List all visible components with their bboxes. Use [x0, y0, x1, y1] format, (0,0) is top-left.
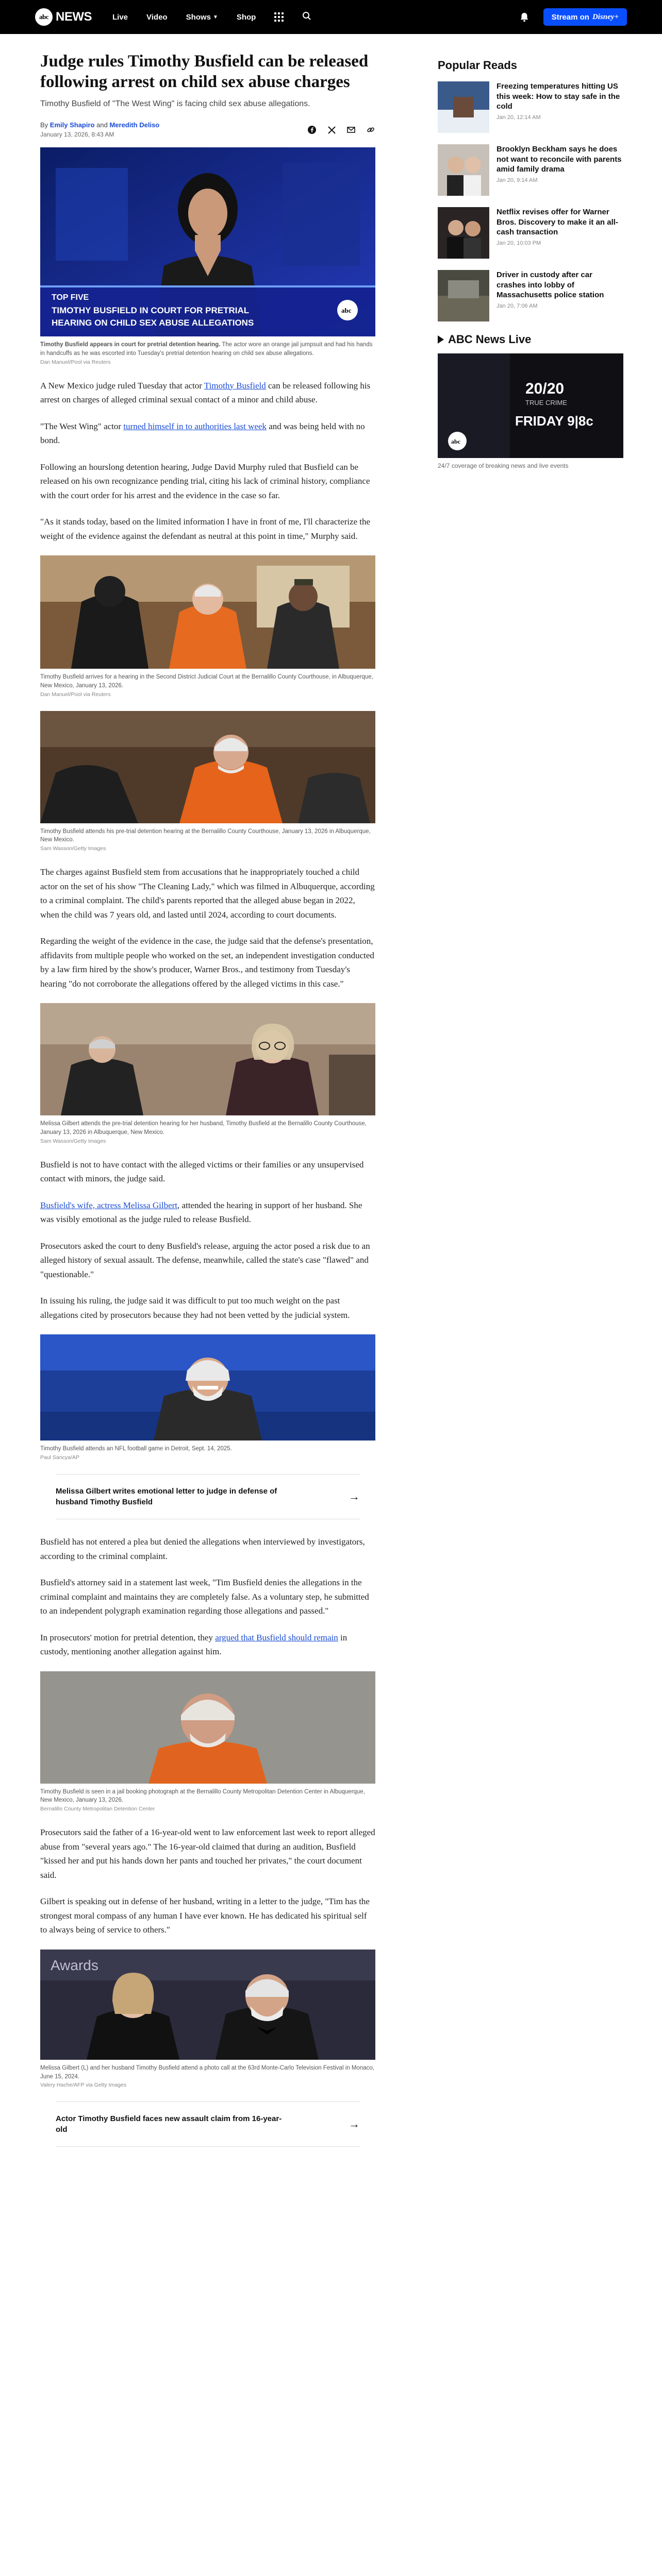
- author-link-meredith-deliso[interactable]: Meredith Deliso: [109, 121, 160, 129]
- p8-text-b: , attended the hearing in support of her husband. She was visibly emotional as the judge ruled to release Busfield.: [40, 1200, 362, 1225]
- share-bar: [307, 121, 375, 134]
- more-grid-icon[interactable]: [274, 12, 284, 22]
- melissa-gilbert-credit: Sam Wasson/Getty Images: [40, 1138, 106, 1144]
- popular-read-thumbnail: [438, 81, 489, 133]
- paragraph-12: Busfield's attorney said in a statement last week, "Tim Busfield denies the allegations in the criminal complaint and maintains they are completely false. As a voluntary step, he submitted to an independent polygraph examination regarding those allegations and passed.": [40, 1578, 369, 1616]
- hero-video-player[interactable]: [40, 147, 375, 336]
- related-story-new-claim[interactable]: [56, 2102, 360, 2147]
- header-actions: [520, 8, 627, 26]
- hero-banner-line2: HEARING ON CHILD SEX ABUSE ALLEGATIONS: [52, 318, 254, 328]
- paragraph-7: Busfield is not to have contact with the alleged victims or their families or any unsupervised contact with minors, the judge said.: [40, 1159, 364, 1184]
- photo-monte-carlo: [40, 1950, 375, 2088]
- paragraph-15: Gilbert is speaking out in defense of her husband, writing in a letter to the judge, "Tim has the strongest moral compass of any human I have ever known. He has dedicated his spiritual self to always being of service to others.": [40, 1896, 370, 1935]
- monte-carlo-caption: Melissa Gilbert (L) and her husband Timothy Busfield attend a photo call at the 63rd Monte-Carlo Television Festival in Monaco, June 15, 2024.: [40, 2064, 374, 2080]
- nav-shop[interactable]: Shop: [236, 12, 256, 22]
- hero-banner-top: TOP FIVE: [52, 293, 89, 302]
- arrow-right-icon: →: [349, 1490, 360, 1503]
- article-date: January 13, 2026, 8:43 AM: [40, 131, 114, 139]
- paragraph-11: Busfield has not entered a plea but denied the allegations when interviewed by investigators, according to the criminal complaint.: [40, 1537, 365, 1561]
- photo-booking: [40, 1671, 375, 1812]
- article: [40, 52, 375, 2147]
- paragraph-14: Prosecutors said the father of a 16-year-old went to law enforcement last week to report alleged abuse from "several years ago." The 16-year-old claimed that during an audition, Busfield "kissed her and put his hands down her pants and touched her privates," the court document said.: [40, 1827, 375, 1880]
- nav-shows[interactable]: [186, 13, 218, 22]
- p13-text-b: in custody, mentioning another allegation against him.: [40, 1632, 347, 1657]
- timothy-busfield-link[interactable]: Timothy Busfield: [204, 380, 266, 391]
- facebook-icon[interactable]: [307, 125, 317, 134]
- popular-read-title: Netflix revises offer for Warner Bros. Discovery to make it an all-cash transaction: [496, 208, 618, 236]
- byline-and: and: [96, 121, 108, 129]
- nav-live[interactable]: Live: [112, 12, 128, 22]
- p2-text-b: and was being held with no bond.: [40, 421, 365, 446]
- live-promo-friday: FRIDAY 9|8c: [515, 413, 593, 429]
- booking-photo-caption: Timothy Busfield is seen in a jail booking photograph at the Bernalillo County Metropolitan Detention Center in Albuquerque, New Mexico, January 13, 2026.: [40, 1788, 365, 1804]
- article-headline: Judge rules Timothy Busfield can be released following arrest on child sex abuse charges: [40, 52, 369, 91]
- sidebar: [438, 59, 623, 469]
- popular-read-thumbnail: [438, 207, 489, 259]
- paragraph-13: [40, 1631, 375, 1659]
- hero-credit: Dan Manuel/Pool via Reuters: [40, 359, 111, 365]
- popular-read-date: Jan 20, 7:06 AM: [496, 302, 538, 309]
- author-link-emily-shapiro[interactable]: Emily Shapiro: [49, 121, 95, 129]
- p1-text-a: A New Mexico judge ruled Tuesday that actor: [40, 380, 204, 391]
- popular-read-thumbnail: [438, 144, 489, 196]
- related-story-gilbert-letter[interactable]: [56, 1474, 360, 1519]
- abc-news-live-header: [438, 333, 623, 346]
- abc-news-live-caption: 24/7 coverage of breaking news and live events: [438, 462, 569, 469]
- popular-read-title: Brooklyn Beckham says he does not want to reconcile with parents amid family drama: [496, 145, 622, 174]
- melissa-gilbert-link[interactable]: Busfield's wife, actress Melissa Gilbert: [40, 1200, 178, 1210]
- byline-row: [40, 121, 375, 138]
- stream-on-disney-button[interactable]: [543, 8, 627, 26]
- courtroom-arrival-caption: Timothy Busfield arrives for a hearing in the Second District Judicial Court at the Bernalillo County Courthouse, in Albuquerque, New Mexico, January 13, 2026.: [40, 674, 373, 689]
- stream-label: Stream on: [551, 12, 589, 22]
- paragraph-6: Regarding the weight of the evidence in the case, the judge said that the defense's presentation, affidavits from multiple people who worked on the set, an independent investigation conducted by a law firm hired by the show's producer, Warner Bros., and testimony from Tuesday's hearing "do not corroborate the allegations offered by the alleged victims in this case.": [40, 936, 374, 989]
- hero-caption-bold: Timothy Busfield appears in court for pretrial detention hearing.: [40, 342, 221, 348]
- news-wordmark: NEWS: [56, 10, 92, 24]
- popular-read-date: Jan 20, 10:03 PM: [496, 240, 541, 246]
- courtroom-arrival-image: [40, 555, 375, 669]
- svg-text:abc: abc: [451, 438, 460, 445]
- x-icon[interactable]: [327, 125, 336, 134]
- main-nav: [112, 11, 311, 23]
- abc-news-live-player[interactable]: [438, 353, 623, 458]
- nfl-game-credit: Paul Sancya/AP: [40, 1454, 79, 1461]
- live-promo-true-crime: TRUE CRIME: [525, 399, 567, 406]
- popular-read-date: Jan 20, 12:14 AM: [496, 114, 541, 121]
- paragraph-1: [40, 379, 375, 407]
- popular-read-thumbnail: [438, 270, 489, 321]
- paragraph-4: "As it stands today, based on the limited information I have in front of me, I'll characterize the weight of the evidence against the defendant as neutral at this point in time," Murphy said.: [40, 517, 371, 541]
- byline-prefix: By: [40, 121, 48, 129]
- photo-courtroom-arrival: [40, 555, 375, 697]
- popular-read-item[interactable]: [438, 144, 623, 196]
- abc-logo-circle: abc: [35, 8, 53, 26]
- pretrial-hearing-credit: Sam Wasson/Getty Images: [40, 845, 106, 852]
- photo-melissa-gilbert: [40, 1003, 375, 1144]
- nfl-game-caption: Timothy Busfield attends an NFL football game in Detroit, Sept. 14, 2025.: [40, 1446, 232, 1452]
- search-icon[interactable]: [302, 11, 311, 23]
- live-promo-2020: 20/20: [525, 380, 565, 397]
- bell-icon[interactable]: [520, 12, 529, 22]
- popular-reads-title: Popular Reads: [438, 59, 518, 72]
- byline: [40, 121, 159, 129]
- booking-photo-credit: Bernalillo County Metropolitan Detention Center: [40, 1806, 155, 1812]
- related-story-gilbert-letter-title: Melissa Gilbert writes emotional letter to judge in defense of husband Timothy Busfield: [56, 1487, 277, 1507]
- arrow-right-icon: →: [349, 2117, 360, 2131]
- p13-text-a: In prosecutors' motion for pretrial detention, they: [40, 1632, 216, 1642]
- p2-text-a: "The West Wing" actor: [40, 421, 124, 431]
- copy-link-icon[interactable]: [366, 125, 375, 134]
- popular-read-title: Freezing temperatures hitting US this week: How to stay safe in the cold: [496, 82, 620, 111]
- popular-read-title: Driver in custody after car crashes into lobby of Massachusetts police station: [496, 270, 604, 299]
- popular-read-date: Jan 20, 9:14 AM: [496, 177, 538, 183]
- melissa-gilbert-caption: Melissa Gilbert attends the pre-trial detention hearing for her husband, Timothy Busfield at the Bernalillo County Courthouse, January 13, 2026 in Albuquerque, New Mexico.: [40, 1121, 367, 1136]
- paragraph-8: [40, 1198, 375, 1227]
- article-dek: Timothy Busfield of "The West Wing" is facing child sex abuse allegations.: [40, 99, 310, 109]
- abc-news-live-title: ABC News Live: [448, 333, 532, 346]
- pretrial-hearing-caption: Timothy Busfield attends his pre-trial detention hearing at the Bernalillo County Courthouse, January 13, 2026 in Albuquerque, New Mexico.: [40, 828, 371, 843]
- abc-news-logo[interactable]: [35, 8, 92, 26]
- nav-video[interactable]: Video: [146, 12, 168, 22]
- paragraph-5: The charges against Busfield stem from accusations that he inappropriately touched a child actor on the set of his show "The Cleaning Lady," which was filmed in Albuquerque, according to a criminal complaint. The child's parents reported that the alleged abuse began in 2022, when the child was 7 years old, and lasted until 2024, according to court documents.: [40, 867, 375, 920]
- photo-nfl-game: [40, 1334, 375, 1461]
- related-story-new-claim-title: Actor Timothy Busfield faces new assault claim from 16-year-old: [56, 2114, 282, 2134]
- svg-text:abc: abc: [341, 307, 352, 315]
- paragraph-9: Prosecutors asked the court to deny Busfield's release, arguing the actor posed a risk due to an alleged history of sexual assault. The defense, meanwhile, called the state's case "flawed" and "questionable.": [40, 1241, 370, 1279]
- monte-carlo-image: [40, 1950, 375, 2060]
- hero-banner-line1: TIMOTHY BUSFIELD IN COURT FOR PRETRIAL: [52, 306, 250, 316]
- photo-pretrial-hearing: [40, 711, 375, 852]
- paragraph-2: [40, 419, 375, 448]
- top-navigation-bar: [0, 0, 662, 34]
- p1-text-b: can be released following his arrest on charges of alleged criminal sexual contact of a minor and child abuse.: [40, 380, 371, 405]
- argued-remain-link[interactable]: argued that Busfield should remain: [215, 1632, 338, 1642]
- chevron-down-icon: ▼: [212, 14, 218, 20]
- nav-shows-label: Shows: [186, 12, 211, 22]
- popular-read-item[interactable]: [438, 81, 623, 133]
- monte-carlo-credit: Valery Hache/AFP via Getty Images: [40, 2082, 127, 2089]
- hero-caption: [40, 341, 375, 358]
- turned-himself-in-link[interactable]: turned himself in to authorities last week: [123, 421, 267, 431]
- popular-read-item[interactable]: [438, 270, 623, 321]
- disney-plus-brand: Disney+: [592, 12, 619, 21]
- email-icon[interactable]: [346, 125, 356, 134]
- hero-video: [40, 147, 375, 365]
- booking-photo-image: [40, 1671, 375, 1784]
- paragraph-3: Following an hourslong detention hearing, Judge David Murphy ruled that Busfield can be released on his own recognizance pending trial, citing his lack of criminal history, compliance with the court order for his arrest and the evidence in the case so far.: [40, 462, 370, 500]
- pretrial-hearing-image: [40, 711, 375, 823]
- play-icon: [438, 335, 444, 344]
- awards-backdrop-text: Awards: [51, 1957, 98, 1973]
- courtroom-arrival-credit: Dan Manuel/Pool via Reuters: [40, 691, 111, 698]
- popular-read-item[interactable]: [438, 207, 623, 259]
- paragraph-10: In issuing his ruling, the judge said it was difficult to put too much weight on the past allegations cited by prosecutors because they had not been vetted by the judicial system.: [40, 1296, 350, 1320]
- nfl-game-image: [40, 1334, 375, 1440]
- melissa-gilbert-image: [40, 1003, 375, 1115]
- hero-caption-text: The actor wore an orange jail jumpsuit and had his hands in handcuffs as he was escorted into Tuesday's pretrial detention hearing on child sex abuse allegations.: [40, 342, 373, 357]
